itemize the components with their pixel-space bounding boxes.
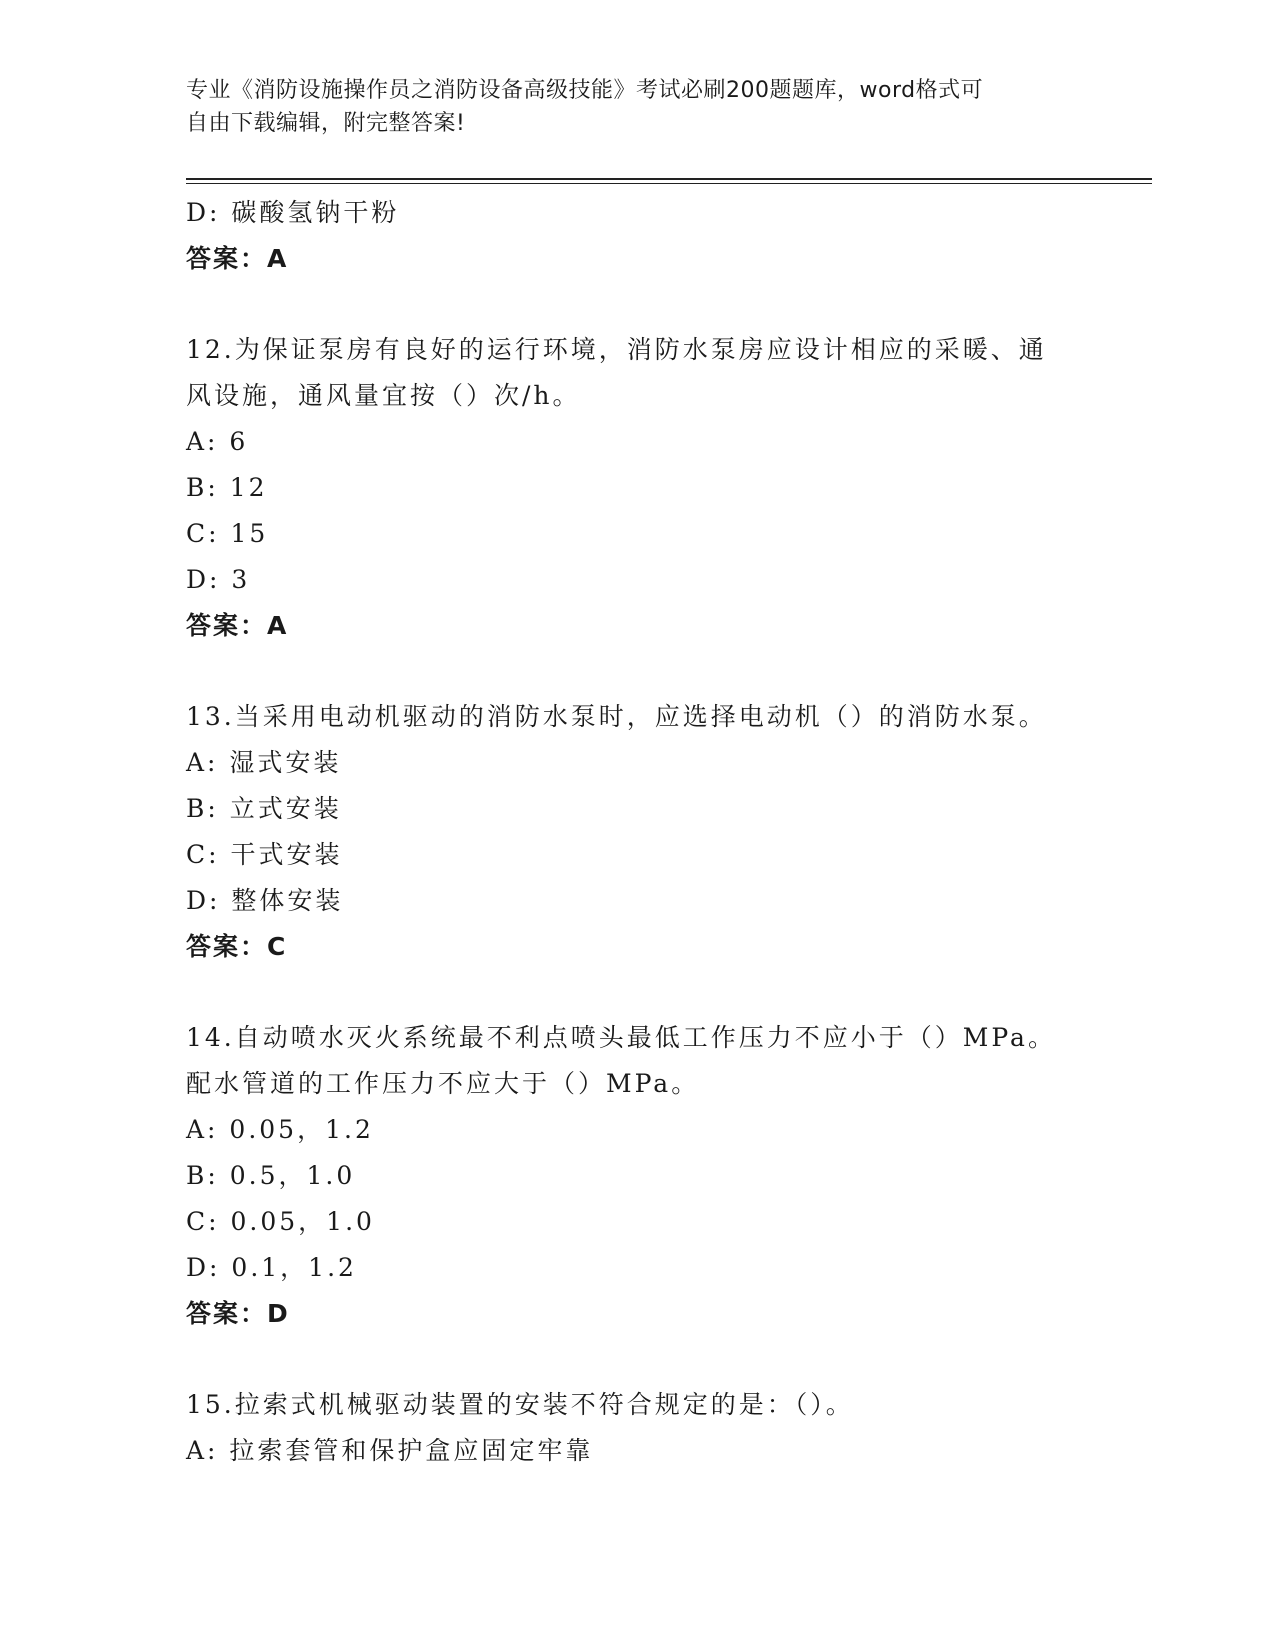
option-b: B: 12 — [186, 473, 268, 502]
option-c: C: 15 — [186, 519, 269, 548]
question-text: 14.自动喷水灭火系统最不利点喷头最低工作压力不应小于（）MPa。 — [186, 1023, 1056, 1052]
question-block — [186, 327, 1086, 649]
option-d: D: 0.1，1.2 — [186, 1253, 357, 1282]
question-text: 风设施，通风量宜按（）次/h。 — [186, 381, 581, 410]
option-a: A: 拉索套管和保护盒应固定牢靠 — [186, 1436, 594, 1465]
question-text: 配水管道的工作压力不应大于（）MPa。 — [186, 1069, 700, 1098]
answer-line: 答案：D — [186, 1299, 290, 1328]
question-block — [186, 190, 1086, 282]
question-text: 15.拉索式机械驱动装置的安装不符合规定的是：（）。 — [186, 1390, 854, 1419]
question-list — [186, 190, 1086, 1474]
header-divider-thick — [186, 178, 1152, 180]
question-text: 13.当采用电动机驱动的消防水泵时，应选择电动机（）的消防水泵。 — [186, 702, 1047, 731]
option-c: C: 干式安装 — [186, 840, 343, 869]
option-d: D: 碳酸氢钠干粉 — [186, 198, 400, 227]
question-text: 12.为保证泵房有良好的运行环境，消防水泵房应设计相应的采暖、通 — [186, 335, 1047, 364]
header-divider-thin — [186, 183, 1152, 184]
header-line-2: 自由下载编辑，附完整答案! — [186, 111, 466, 136]
option-d: D: 整体安装 — [186, 886, 344, 915]
option-b: B: 0.5，1.0 — [186, 1161, 356, 1190]
option-a: A: 湿式安装 — [186, 748, 342, 777]
answer-line: 答案：A — [186, 611, 289, 640]
answer-line: 答案：C — [186, 932, 288, 961]
header-line-1: 专业《消防设施操作员之消防设备高级技能》考试必刷200题题库，word格式可 — [186, 78, 984, 103]
answer-line: 答案：A — [186, 244, 289, 273]
question-block — [186, 1382, 1086, 1474]
option-b: B: 立式安装 — [186, 794, 342, 823]
option-c: C: 0.05，1.0 — [186, 1207, 375, 1236]
option-a: A: 0.05，1.2 — [186, 1115, 374, 1144]
question-block — [186, 1015, 1086, 1337]
option-d: D: 3 — [186, 565, 251, 594]
document-header — [186, 74, 1066, 140]
question-block — [186, 694, 1086, 970]
option-a: A: 6 — [186, 427, 249, 456]
